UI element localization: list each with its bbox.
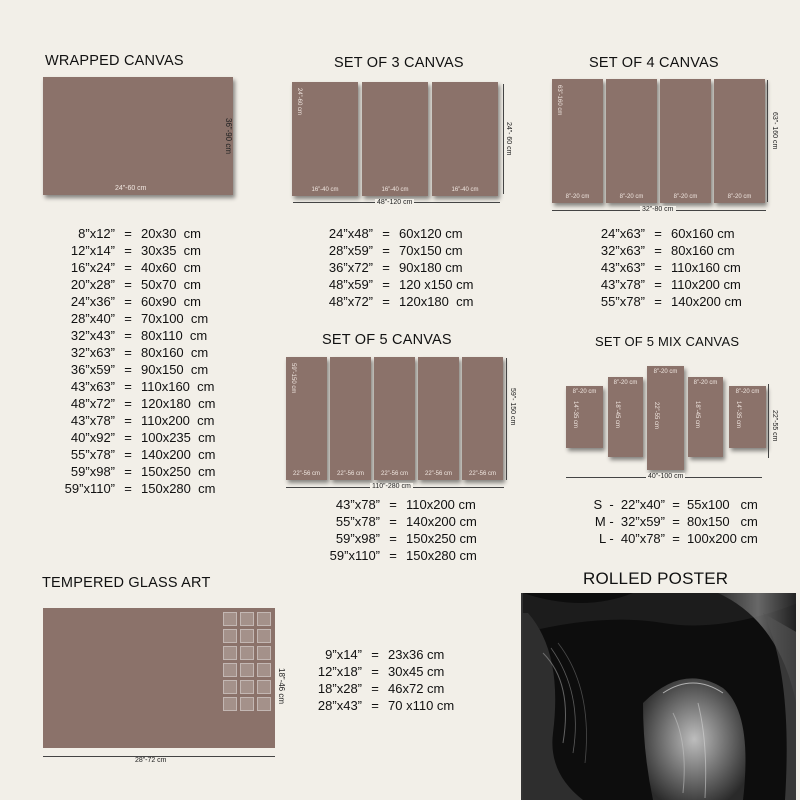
size-row [60,429,215,446]
set5-height-line [506,358,507,480]
size-inches: 55”x78” [600,294,645,309]
size-cm: 60x90 cm [141,294,201,309]
mix-panel-width-label: 8”-20 cm [572,389,597,395]
wrapped-canvas-panel [43,77,233,195]
size-row [577,496,758,513]
mix-panel-width-label: 8”-20 cm [613,380,638,386]
mix-panel-width-label: 8”-20 cm [693,380,718,386]
set4-panel [606,79,657,203]
panel-height-label: 24”-60 cm [296,88,302,116]
size-cm: 100x235 cm [141,430,216,445]
mix-panel-height-label: 18”-45 cm [614,401,620,429]
size-cm: 150x280 cm [141,481,216,496]
size-row [318,276,473,293]
mix-panel [608,377,643,457]
size-equals: = [389,548,397,563]
size-inches: 40”x92” [70,430,115,445]
size-inches: 18”x28” [317,681,362,696]
size-cm: 120x180 cm [141,396,216,411]
size-equals: = [389,497,397,512]
size-cm: 140x200 cm [406,514,477,529]
size-inches: 59”x98” [70,464,115,479]
size-cm: 55x100 cm [687,497,758,512]
size-row [590,259,742,276]
size-row [60,327,215,344]
size-cm: 80x150 cm [687,514,758,529]
size-row [318,513,477,530]
size-row [60,293,215,310]
size-inches: 24”x63” [600,226,645,241]
size-equals: = [124,447,132,462]
wrapped-width-label: 24”-60 cm [115,185,147,192]
size-inches: 20”x28” [70,277,115,292]
size-cm: 150x280 cm [406,548,477,563]
size-cm: 90x150 cm [141,362,209,377]
size-equals: = [124,464,132,479]
panel-width-label: 16”-40 cm [381,187,409,193]
mix-panel-height-label: 14”-35 cm [572,401,578,429]
size-row [577,530,758,547]
set3-total-width-label: 48”-120 cm [377,199,413,206]
size-equals: = [124,277,132,292]
size-row [305,697,454,714]
size-inches: 48”x72” [70,396,115,411]
size-inches: 55”x78” [70,447,115,462]
size-inches: 43”x78” [335,497,380,512]
mix-height-label: 22”-55 cm [771,410,778,442]
size-row [590,225,742,242]
mix-panel-height-label: 18”-45 cm [694,401,700,429]
set5-height-label: 59”- 150 cm [509,388,516,426]
mix-panel-width-label: 8”-20 cm [735,389,760,395]
set5-panel [462,357,503,480]
size-cm: 150x250 cm [141,464,216,479]
size-inches: 9”x14” [325,647,362,662]
size-inches: 36”x72” [328,260,373,275]
set4-size-list [590,225,742,310]
panel-height-label: 59”-150 cm [290,363,296,394]
glass-title: TEMPERED GLASS ART [42,575,211,591]
size-inches: 8”x12” [78,226,115,241]
size-row [318,530,477,547]
size-inches: S - 22”x40” [593,497,665,512]
size-row [318,225,473,242]
size-cm: 120 x150 cm [399,277,474,292]
set3-size-list [318,225,473,310]
set3-height-line [503,84,504,194]
size-cm: 30x45 cm [388,664,445,679]
panel-width-label: 8”-20 cm [619,194,644,200]
size-equals: = [124,413,132,428]
panel-width-label: 22”-56 cm [292,471,321,477]
size-equals: = [382,294,390,309]
size-equals: = [382,226,390,241]
size-cm: 50x70 cm [141,277,201,292]
size-row [60,446,215,463]
size-inches: 59”x110” [64,481,115,496]
set3-panel [432,82,498,196]
size-inches: 12”x14” [70,243,115,258]
set5-panel [374,357,415,480]
size-equals: = [124,311,132,326]
size-equals: = [389,514,397,529]
size-inches: 48”x72” [328,294,373,309]
panel-height-label: 63”-160 cm [556,85,562,116]
size-cm: 90x180 cm [399,260,463,275]
size-row [590,276,742,293]
horse-photo [523,593,796,800]
size-inches: 43”x63” [600,260,645,275]
size-row [60,310,215,327]
set3-height-label: 24”- 60 cm [505,122,512,156]
size-row [577,513,758,530]
size-inches: 43”x78” [70,413,115,428]
size-row [60,361,215,378]
set4-total-width-label: 32”-80 cm [642,206,674,213]
size-cm: 80x160 cm [141,345,209,360]
size-row [60,242,215,259]
size-equals: = [124,243,132,258]
size-equals: = [371,681,379,696]
mix-panel [647,366,684,470]
panel-width-label: 8”-20 cm [565,194,590,200]
mix-panel [729,386,766,448]
size-inches: 24”x36” [70,294,115,309]
size-equals: = [124,328,132,343]
size-inches: 32”x63” [70,345,115,360]
size-row [60,259,215,276]
size-equals: = [654,243,662,258]
mix-panel-width-label: 8”-20 cm [653,369,678,375]
panel-width-label: 22”-56 cm [380,471,409,477]
mix-panel [566,386,603,448]
size-cm: 120x180 cm [399,294,474,309]
size-cm: 150x250 cm [406,531,477,546]
size-cm: 110x200 cm [141,413,215,428]
size-equals: = [654,226,662,241]
size-row [305,646,454,663]
wrapped-size-list [60,225,215,497]
size-cm: 100x200 cm [687,531,758,546]
size-inches: 32”x63” [600,243,645,258]
size-inches: 12”x18” [317,664,362,679]
size-inches: 48”x59” [328,277,373,292]
size-equals: = [124,481,132,496]
size-equals: = [371,647,379,662]
size-row [60,344,215,361]
size-row [590,242,742,259]
mix-height-line [768,384,769,458]
size-row [318,547,477,564]
set3-title: SET OF 3 CANVAS [334,55,464,71]
glass-size-list [305,646,454,714]
panel-width-label: 16”-40 cm [311,187,339,193]
size-equals: = [382,260,390,275]
size-equals: = [124,260,132,275]
size-equals: = [389,531,397,546]
mix-panel-height-label: 22”-55 cm [653,402,659,430]
size-equals: = [124,396,132,411]
mix-panel-height-label: 14”-35 cm [735,401,741,429]
size-cm: 60x120 cm [399,226,463,241]
size-row [60,378,215,395]
size-cm: 70x100 cm [141,311,209,326]
size-cm: 46x72 cm [388,681,445,696]
mix-title: SET OF 5 MIX CANVAS [595,334,740,349]
glass-panel [43,608,275,748]
set5-total-width-label: 110”-280 cm [372,483,411,490]
size-row [590,293,742,310]
size-inches: L - 40”x78” [599,531,665,546]
panel-width-label: 22”-56 cm [424,471,453,477]
set5-title: SET OF 5 CANVAS [322,332,452,348]
size-equals: = [654,260,662,275]
set5-panel [286,357,327,480]
size-inches: M - 32”x59” [594,514,665,529]
size-cm: 110x160 cm [671,260,741,275]
size-row [318,242,473,259]
size-cm: 80x160 cm [671,243,735,258]
size-inches: 59”x98” [335,531,380,546]
size-equals: = [371,698,379,713]
size-inches: 28”x43” [317,698,362,713]
set3-panel [292,82,358,196]
size-equals: = [654,277,662,292]
size-inches: 16”x24” [70,260,115,275]
size-equals: = [124,345,132,360]
size-inches: 43”x78” [600,277,645,292]
size-inches: 59”x110” [329,548,380,563]
size-inches: 28”x59” [328,243,373,258]
set4-height-line [767,80,768,202]
size-cm: 30x35 cm [141,243,201,258]
size-equals: = [124,379,132,394]
size-equals: = [672,514,680,529]
size-inches: 55”x78” [335,514,380,529]
size-row [60,276,215,293]
size-inches: 24”x48” [328,226,373,241]
size-row [318,293,473,310]
size-inches: 32”x43” [70,328,115,343]
size-cm: 70x150 cm [399,243,463,258]
size-cm: 140x200 cm [141,447,216,462]
size-inches: 36”x59” [70,362,115,377]
size-cm: 40x60 cm [141,260,201,275]
size-inches: 43”x63” [70,379,115,394]
glass-width-label: 28”-72 cm [135,757,167,764]
size-equals: = [654,294,662,309]
size-cm: 110x200 cm [406,497,476,512]
poster-title: ROLLED POSTER [583,569,729,588]
size-cm: 110x200 cm [671,277,741,292]
size-equals: = [371,664,379,679]
wrapped-canvas-title: WRAPPED CANVAS [45,53,184,69]
size-equals: = [124,226,132,241]
size-row [60,395,215,412]
size-equals: = [382,243,390,258]
size-row [305,680,454,697]
size-row [305,663,454,680]
size-inches: 28”x40” [70,311,115,326]
panel-width-label: 22”-56 cm [336,471,365,477]
rolled-poster-image [521,593,796,800]
size-cm: 20x30 cm [141,226,201,241]
size-row [60,412,215,429]
set4-panel [552,79,603,203]
size-cm: 140x200 cm [671,294,742,309]
size-equals: = [124,294,132,309]
set5-panel [330,357,371,480]
panel-width-label: 16”-40 cm [451,187,479,193]
size-cm: 80x110 cm [141,328,208,343]
set5-panel [418,357,459,480]
size-row [318,259,473,276]
panel-width-label: 8”-20 cm [673,194,698,200]
size-equals: = [672,531,680,546]
size-equals: = [382,277,390,292]
size-equals: = [124,362,132,377]
size-equals: = [672,497,680,512]
mix-size-list [577,496,758,547]
size-equals: = [124,430,132,445]
wrapped-height-label: 36”-90 cm [224,118,233,155]
size-cm: 60x160 cm [671,226,735,241]
size-cm: 70 x110 cm [388,698,455,713]
mix-panel [688,377,723,457]
size-cm: 23x36 cm [388,647,445,662]
set4-title: SET OF 4 CANVAS [589,55,719,71]
set5-size-list [318,496,477,564]
set3-panel [362,82,428,196]
size-row [60,463,215,480]
glass-reflection-grid [223,612,271,711]
set4-panel [714,79,765,203]
size-row [318,496,477,513]
size-cm: 110x160 cm [141,379,215,394]
glass-height-label: 18”-46 cm [277,668,286,705]
size-row [60,480,215,497]
panel-width-label: 22”-56 cm [468,471,497,477]
set4-height-label: 63”- 160 cm [771,112,778,150]
set4-panel [660,79,711,203]
panel-width-label: 8”-20 cm [727,194,752,200]
mix-total-width-label: 40”-100 cm [648,473,684,480]
size-row [60,225,215,242]
